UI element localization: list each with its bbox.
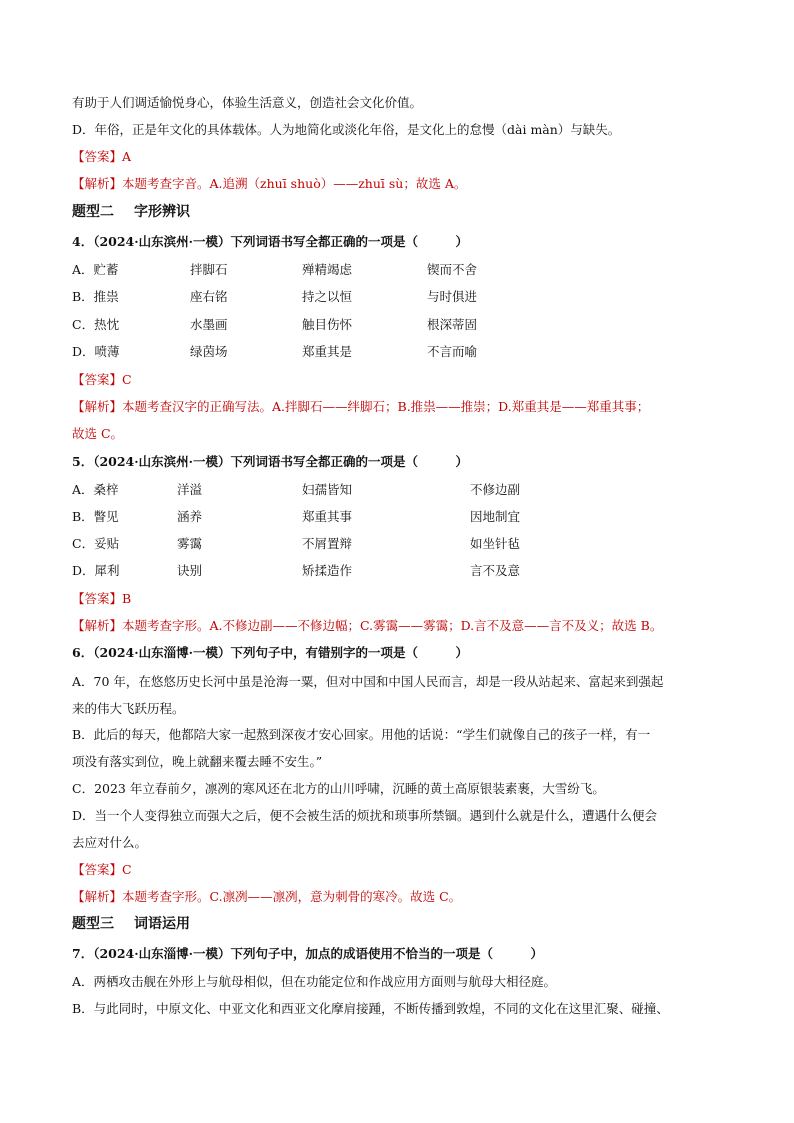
answer-line: [72, 148, 734, 166]
option-cell: B．瞥见: [72, 509, 119, 524]
section-heading: [72, 914, 190, 934]
section-heading: [72, 202, 190, 222]
question-5: 5．（2024·山东滨州·一模）下列词语书写全都正确的一项是（ ）: [72, 454, 468, 469]
option-cell: 根深蒂固: [427, 317, 478, 332]
option-cell: D．喷薄: [72, 344, 120, 359]
option-cell: 如坐针毡: [470, 536, 521, 551]
option-cell: 因地制宜: [470, 509, 521, 524]
option-cell: 触目伤怀: [302, 317, 353, 332]
option-cell: D．犀利: [72, 563, 120, 578]
option-cell: 矫揉造作: [302, 563, 353, 578]
explanation-tag: 【解析】: [72, 399, 123, 414]
option-cell: A．贮蓄: [72, 262, 119, 277]
option-a-text: A．两栖攻击舰在外形上与航母相似，但在功能定位和作战应用方面则与航母大相径庭。: [72, 974, 557, 989]
option-cell: 锲而不舍: [427, 262, 478, 277]
option-cell: 殚精竭虑: [302, 262, 353, 277]
section-title: 词语运用: [134, 916, 190, 932]
question-6: 6．（2024·山东淄博·一模）下列句子中，有错别字的一项是（ ）: [72, 645, 468, 660]
answer-value: C: [122, 372, 132, 387]
option-cell: 言不及意: [470, 563, 521, 578]
answer-line: [72, 590, 734, 608]
answer-value: A: [122, 149, 132, 164]
option-cell: 座右铭: [190, 289, 228, 304]
section-label: 题型二: [72, 204, 114, 220]
option-cell: 持之以恒: [302, 289, 353, 304]
option-cell: C．妥贴: [72, 536, 120, 551]
option-cell: 郑重其事: [302, 509, 353, 524]
option-cell: 郑重其是: [302, 344, 353, 359]
text-line: 有助于人们调适愉悦身心，体验生活意义，创造社会文化价值。: [72, 95, 423, 110]
explanation-line: [72, 175, 734, 193]
option-cell: 雾霭: [177, 536, 203, 551]
explanation-text: 本题考查字形。C.凛冽——凛冽，意为刺骨的寒冷。故选 C。: [122, 889, 462, 904]
answer-tag: 【答案】: [72, 372, 123, 387]
option-cell: B．推祟: [72, 289, 119, 304]
question-4: 4．（2024·山东滨州·一模）下列词语书写全都正确的一项是（ ）: [72, 234, 468, 249]
answer-value: B: [122, 591, 132, 606]
option-d-continuation: 去应对什么。: [72, 835, 148, 850]
option-cell: 涵养: [177, 509, 203, 524]
explanation-tag: 【解析】: [72, 618, 123, 633]
option-a-continuation: 来的伟大飞跃历程。: [72, 701, 185, 716]
option-c-text: C．2023 年立春前夕，凛冽的寒风还在北方的山川呼啸，沉睡的黄土高原银装素裹，大雪纷飞。: [72, 781, 605, 796]
explanation-continuation: 故选 C。: [72, 426, 124, 441]
explanation-line: [72, 888, 734, 906]
option-cell: A．桑梓: [72, 482, 119, 497]
option-cell: C．热忱: [72, 317, 120, 332]
answer-value: C: [122, 862, 132, 877]
explanation-text: 本题考查字音。A.追溯（zhuī shuò）——zhuī sù；故选 A。: [122, 176, 467, 191]
option-cell: 拌脚石: [190, 262, 228, 277]
answer-tag: 【答案】: [72, 862, 123, 877]
explanation-text: 本题考查字形。A.不修边副——不修边幅；C.雾霭——雾霭；D.言不及意——言不及义；故选 B。: [122, 618, 663, 633]
question-7: 7．（2024·山东淄博·一模）下列句子中，加点的成语使用不恰当的一项是（ ）: [72, 946, 543, 961]
explanation-tag: 【解析】: [72, 176, 123, 191]
answer-tag: 【答案】: [72, 591, 123, 606]
option-cell: 妇孺皆知: [302, 482, 353, 497]
section-label: 题型三: [72, 916, 114, 932]
explanation-tag: 【解析】: [72, 889, 123, 904]
option-cell: 不言而喻: [427, 344, 478, 359]
option-cell: 绿茵场: [190, 344, 228, 359]
option-b-text: B．此后的每天，他都陪大家一起熬到深夜才安心回家。用他的话说：“学生们就像自己的孩子一样，有一: [72, 727, 651, 742]
explanation-line: [72, 398, 734, 416]
option-b-text: B．与此同时，中原文化、中亚文化和西亚文化摩肩接踵，不断传播到敦煌，不同的文化在这里汇聚、碰撞、: [72, 1001, 669, 1016]
option-b-continuation: 项没有落实到位，晚上就翻来覆去睡不安生。”: [72, 754, 323, 769]
option-cell: 不屑置辩: [302, 536, 353, 551]
option-cell: 与时俱进: [427, 289, 478, 304]
option-cell: 洋溢: [177, 482, 203, 497]
explanation-line: [72, 617, 734, 635]
option-d-text: D．当一个人变得独立而强大之后，便不会被生活的烦扰和琐事所禁锢。遇到什么就是什么，遭遇什么便会: [72, 808, 658, 823]
answer-line: [72, 371, 734, 389]
section-title: 字形辨识: [134, 204, 190, 220]
explanation-text: 本题考查汉字的正确写法。A.拌脚石——绊脚石；B.推祟——推崇；D.郑重其是——郑重其事；: [122, 399, 650, 414]
option-d-text: D．年俗，正是年文化的具体载体。人为地简化或淡化年俗，是文化上的怠慢（dài màn）与缺失。: [72, 122, 621, 137]
option-cell: 不修边副: [470, 482, 521, 497]
option-cell: 水墨画: [190, 317, 228, 332]
answer-line: [72, 861, 734, 879]
answer-tag: 【答案】: [72, 149, 123, 164]
option-cell: 诀别: [177, 563, 203, 578]
option-a-text: A．70 年，在悠悠历史长河中虽是沧海一粟，但对中国和中国人民而言，却是一段从站起来、富起来到强起: [72, 674, 664, 689]
